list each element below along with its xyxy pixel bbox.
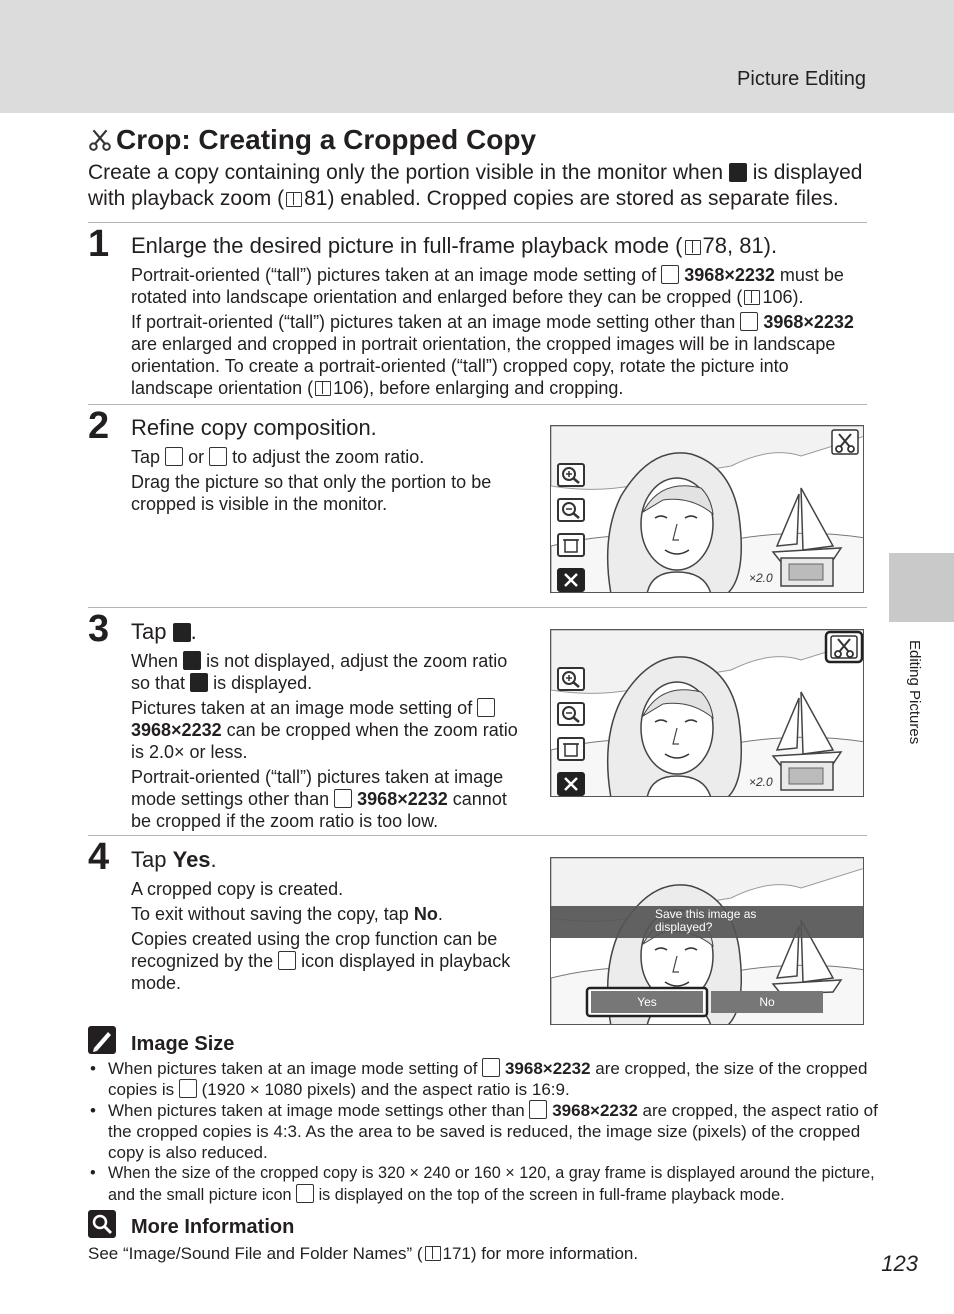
header-band [0, 0, 954, 113]
list-item: • When pictures taken at an image mode setting of 3968×2232 are cropped, the size of the cropped copies is (1920 × 1080 pixels) and the aspect ratio is 16:9. [88, 1058, 878, 1100]
page-number: 123 [881, 1251, 918, 1276]
svg-text:×2.0: ×2.0 [749, 571, 773, 585]
step-body: Portrait-oriented (“tall”) pictures taken at an image mode setting of 3968×2232 must be rotated into landscape orientation and enlarged before they can be cropped ( 106). If portrait-oriented (“tall”) pictures taken at an image mode setting other than 3968×2232 are enlarged and cropped in portrait orientation, the cropped images will be in landscape orientation. To create a portrait-oriented (“tall”) cropped copy, rotate the picture into landscape orientation ( 106), before enlarging and cropping. [131, 265, 854, 398]
image-size-list [88, 1058, 878, 1206]
yes-button[interactable]: Yes [637, 995, 657, 1009]
crop-copy-icon [278, 951, 296, 970]
side-tab-label: Editing Pictures [906, 640, 923, 745]
image-mode-icon [740, 312, 758, 331]
list-item: • When the size of the cropped copy is 320 × 240 or 160 × 120, a gray frame is displayed around the picture, and the small picture icon is displayed on the top of the screen in full-frame playback mode. [88, 1163, 878, 1206]
step-heading: Tap . [131, 619, 197, 644]
image-mode-icon [529, 1100, 547, 1119]
divider [88, 607, 867, 608]
more-info-heading: More Information [131, 1216, 295, 1238]
list-item: • When pictures taken at image mode settings other than 3968×2232 are cropped, the aspect ratio of the cropped copies is 4:3. As the area to be saved is reduced, the image size (pixels) of the cropped copy is also reduced. [88, 1100, 878, 1163]
reference-icon [315, 381, 331, 396]
svg-text:Save this image as: Save this image as [655, 907, 757, 921]
monitor-screenshot-crop [550, 629, 864, 797]
crop-icon [190, 673, 208, 692]
side-tab [889, 553, 954, 622]
reference-icon [286, 192, 302, 207]
zoom-in-icon [165, 447, 183, 466]
step-number: 4 [88, 836, 110, 878]
svg-text:displayed?: displayed? [655, 920, 713, 934]
step-number: 3 [88, 608, 110, 650]
step-heading: Enlarge the desired picture in full-frame playback mode ( 78, 81). [131, 233, 778, 258]
intro-paragraph: Create a copy containing only the portion visible in the monitor when is displayed with playback zoom ( 81) enabled. Cropped copies are stored as separate files. [88, 161, 863, 210]
zoom-out-icon [209, 447, 227, 466]
step-number: 1 [88, 223, 110, 265]
image-mode-icon [661, 265, 679, 284]
svg-text:×2.0: ×2.0 [749, 775, 773, 789]
note-icon [88, 1026, 116, 1054]
crop-icon [729, 163, 747, 182]
divider [88, 835, 867, 836]
crop-icon [88, 126, 112, 152]
small-picture-icon [296, 1184, 314, 1203]
image-mode-icon [482, 1058, 500, 1077]
image-size-icon [179, 1079, 197, 1098]
more-info-text: See “Image/Sound File and Folder Names” ( 171) for more information. [88, 1244, 639, 1263]
divider [88, 222, 867, 223]
reference-icon [744, 290, 760, 305]
reference-icon [685, 240, 701, 255]
monitor-screenshot-zoom [550, 425, 864, 593]
step-body: When is not displayed, adjust the zoom ratio so that is displayed. Pictures taken at an image mode setting of 3968×2232 can be cropped when the zoom ratio is 2.0× or less. Portrait-oriented (“tall”) pictures taken at image mode settings other than 3968×2232 cannot be cropped if the zoom ratio is too low. [131, 651, 518, 831]
crop-icon [183, 651, 201, 670]
step-number: 2 [88, 405, 110, 447]
divider [88, 404, 867, 405]
step-heading: Tap Yes. [131, 847, 217, 872]
crop-icon [173, 623, 191, 642]
section-title: Picture Editing [737, 68, 866, 90]
reference-icon [425, 1246, 441, 1261]
page-title: Crop: Creating a Cropped Copy [88, 124, 536, 156]
no-button[interactable]: No [759, 995, 775, 1009]
monitor-screenshot-confirm [550, 857, 864, 1025]
image-size-heading: Image Size [131, 1033, 235, 1055]
step-body: A cropped copy is created. To exit without saving the copy, tap No. Copies created using the crop function can be recognized by the icon displayed in playback mode. [131, 879, 511, 993]
image-mode-icon [334, 789, 352, 808]
image-mode-icon [477, 698, 495, 717]
step-heading: Refine copy composition. [131, 415, 377, 440]
info-icon [88, 1210, 116, 1238]
step-body: Tap or to adjust the zoom ratio. Drag the picture so that only the portion to be cropped is visible in the monitor. [131, 447, 492, 514]
